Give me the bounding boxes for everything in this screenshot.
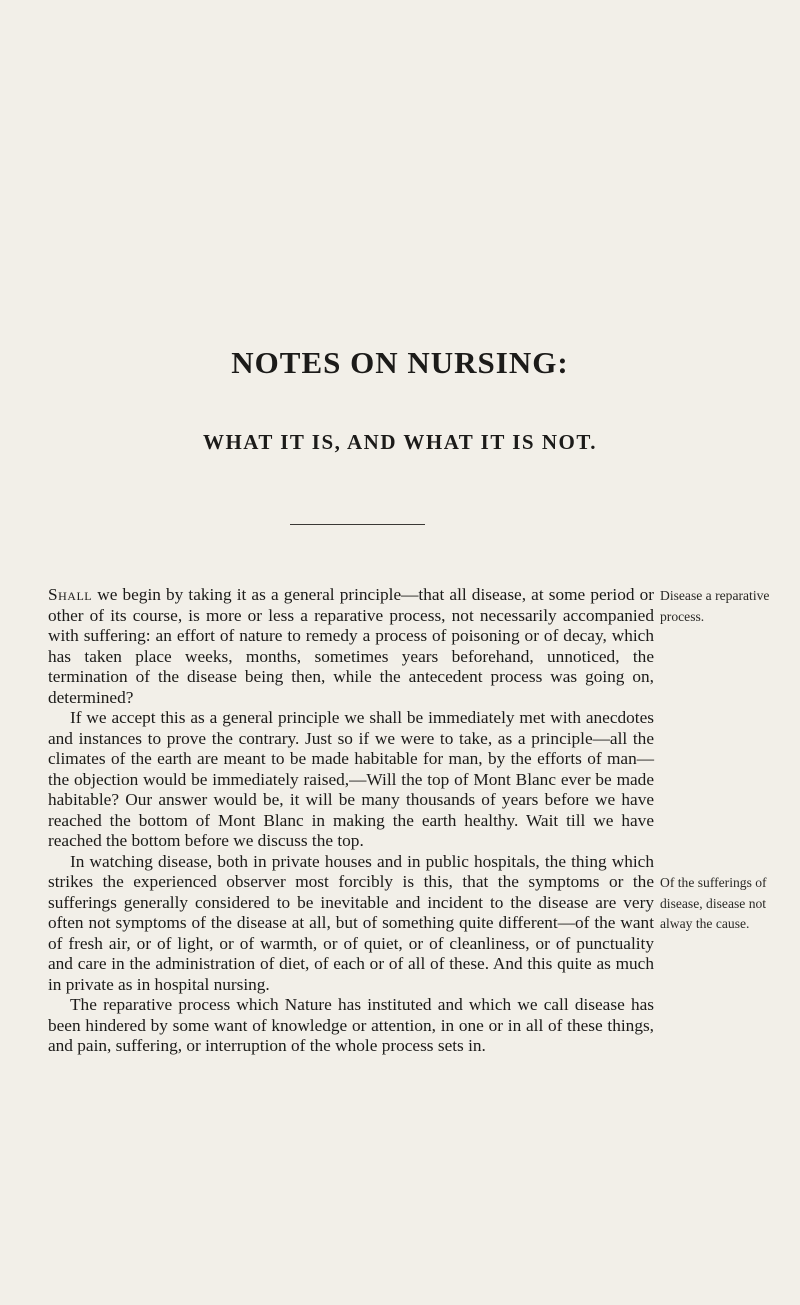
paragraph-4: The reparative process which Nature has instituted and which we call disease has been hindered by some want of knowledge or attention, in one or in all of these things, and pain, suffering, or interruption of the whole process sets in. — [48, 995, 654, 1055]
title-divider — [290, 524, 425, 525]
page-subtitle: WHAT IT IS, AND WHAT IT IS NOT. — [202, 430, 598, 454]
body-text — [48, 585, 654, 1057]
paragraph-lead-word: Shall — [48, 585, 93, 604]
page-title: NOTES ON NURSING: — [231, 345, 569, 380]
paragraph-3: In watching disease, both in private houses and in public hospitals, the thing which strikes the experienced observer most forcibly is this, that the symptoms or the sufferings generally considered to be inevitable and incident to the disease are very often not symptoms of the disease at all, but of something quite different—of the want of fresh air, or of light, or of warmth, or of quiet, or of cleanliness, or of punctuality and care in the administration of diet, of each or of all of these. And this quite as much in private as in hospital nursing. — [48, 851, 654, 994]
margin-note-reparative: Disease a reparative process. — [660, 588, 770, 624]
paragraph-1 — [48, 585, 654, 708]
paragraph-1-text: we begin by taking it as a general principle—that all disease, at some period or other of its course, is more or less a reparative process, not necessarily accompanied with suffering: an effort of nature to remedy a process of poisoning or of decay, which has taken place weeks, months, sometimes years beforehand, unnoticed, the termination of the disease being then, while the antecedent process was going on, determined? — [48, 585, 654, 707]
paragraph-2: If we accept this as a general principle we shall be immediately met with anecdotes and instances to prove the contrary. Just so if we were to take, as a principle—all the climates of the earth are meant to be made habitable for man, by the efforts of man—the objection would be immediately raised,—Will the top of Mont Blanc ever be made habitable? Our answer would be, it will be many thousands of years before we have reached the bottom of Mont Blanc in making the earth healthy. Wait till we have reached the bottom before we discuss the top. — [48, 708, 654, 850]
margin-note-sufferings: Of the sufferings of disease, disease not alway the cause. — [660, 875, 767, 931]
